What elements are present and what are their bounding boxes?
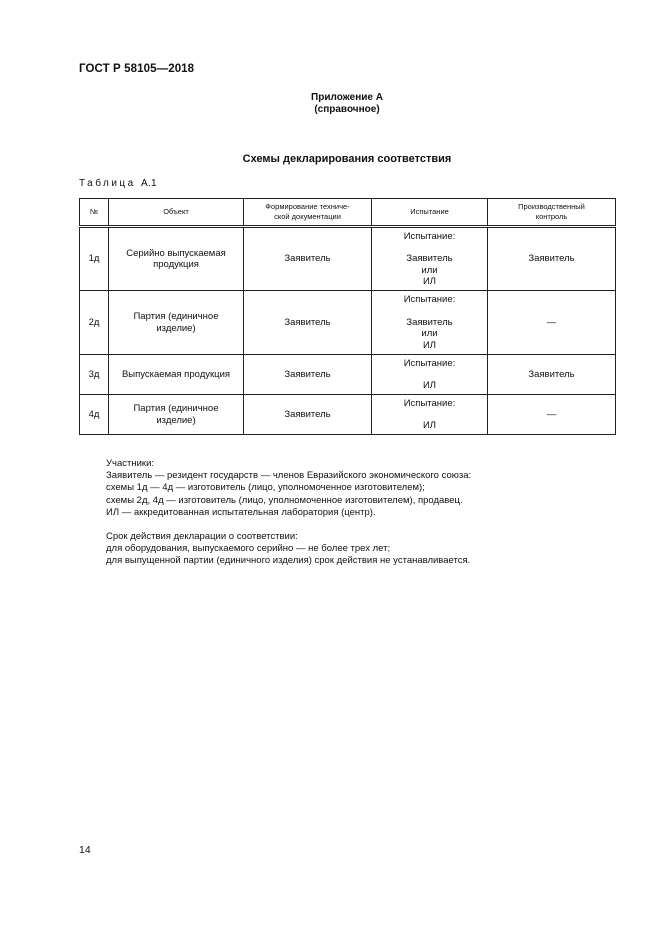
table-caption-word: Таблица — [79, 178, 136, 189]
cell-testing — [372, 355, 488, 395]
appendix-subtitle: (справочное) — [314, 104, 380, 115]
cell-production-control: — — [488, 395, 616, 435]
cell-testing — [372, 395, 488, 435]
cell-scheme-number: 3д — [80, 355, 109, 395]
section-title: Схемы декларирования соответствия — [242, 153, 452, 165]
testing-heading: Испытание: — [403, 397, 456, 409]
column-header-documentation-line: Формирование техниче- — [265, 202, 350, 211]
cell-production-control: Заявитель — [488, 227, 616, 291]
cell-object — [109, 227, 244, 291]
testing-lab: ИЛ — [422, 339, 437, 351]
cell-testing — [372, 291, 488, 355]
cell-object-line: Партия (единичное — [133, 403, 219, 414]
appendix-title: Приложение А — [311, 92, 383, 103]
testing-or: или — [421, 264, 438, 276]
cell-object-line: изделие) — [156, 322, 196, 334]
column-header-documentation-line: ской документации — [274, 212, 341, 221]
cell-object: Выпускаемая продукция — [109, 355, 244, 395]
participants-notes — [106, 458, 471, 519]
table-row — [80, 355, 616, 395]
cell-production-control: Заявитель — [488, 355, 616, 395]
table-caption — [79, 178, 157, 189]
testing-or: или — [421, 328, 438, 339]
validity-line: для оборудования, выпускаемого серийно — не более трех лет; — [106, 543, 391, 555]
cell-documentation: Заявитель — [244, 395, 372, 435]
validity-heading: Срок действия декларации о соответствии: — [106, 531, 298, 542]
cell-scheme-number: 2д — [80, 291, 109, 355]
participants-line: схемы 2д, 4д — изготовитель (лицо, уполномоченное изготовителем), продавец. — [106, 494, 463, 506]
column-header-production-control — [488, 199, 616, 227]
page-number: 14 — [79, 844, 91, 856]
testing-heading: Испытание: — [403, 294, 456, 305]
table-row — [80, 291, 616, 355]
cell-scheme-number: 1д — [80, 227, 109, 291]
participants-heading: Участники: — [106, 458, 155, 469]
cell-scheme-number: 4д — [80, 395, 109, 435]
testing-party: Заявитель — [406, 316, 453, 328]
cell-production-control: — — [488, 291, 616, 355]
cell-object-line: продукция — [153, 259, 199, 270]
column-header-production-line: контроль — [535, 212, 568, 221]
table-row — [80, 227, 616, 291]
validity-line: для выпущенной партии (единичного изделия) срок действия не устанавливается. — [106, 555, 471, 567]
declaration-schemes-table — [79, 198, 616, 435]
table-header-row — [80, 199, 616, 227]
cell-documentation: Заявитель — [244, 227, 372, 291]
cell-documentation: Заявитель — [244, 291, 372, 355]
column-header-testing: Испытание — [372, 199, 488, 227]
participants-line: ИЛ — аккредитованная испытательная лаборатория (центр). — [106, 506, 376, 518]
cell-testing — [372, 227, 488, 291]
column-header-object: Объект — [109, 199, 244, 227]
cell-object-line: Партия (единичное — [133, 311, 219, 322]
table-row — [80, 395, 616, 435]
column-header-number: № — [80, 199, 109, 227]
testing-heading: Испытание: — [403, 230, 456, 242]
cell-object-line: Серийно выпускаемая — [126, 247, 226, 259]
column-header-production-line: Производственный — [518, 202, 585, 211]
participants-line: Заявитель — резидент государств — членов Евразийского экономического союза: — [106, 470, 472, 482]
testing-lab: ИЛ — [422, 420, 437, 431]
cell-object-line: изделие) — [156, 414, 196, 426]
testing-heading: Испытание: — [403, 357, 456, 369]
cell-documentation: Заявитель — [244, 355, 372, 395]
cell-object — [109, 395, 244, 435]
document-code: ГОСТ Р 58105—2018 — [79, 63, 195, 75]
table-caption-number: А.1 — [141, 178, 157, 189]
testing-lab: ИЛ — [422, 276, 437, 287]
testing-lab: ИЛ — [422, 380, 437, 391]
column-header-documentation — [244, 199, 372, 227]
validity-notes — [106, 531, 470, 568]
participants-line: схемы 1д — 4д — изготовитель (лицо, уполномоченное изготовителем); — [106, 482, 425, 494]
cell-object — [109, 291, 244, 355]
testing-party: Заявитель — [406, 253, 453, 264]
